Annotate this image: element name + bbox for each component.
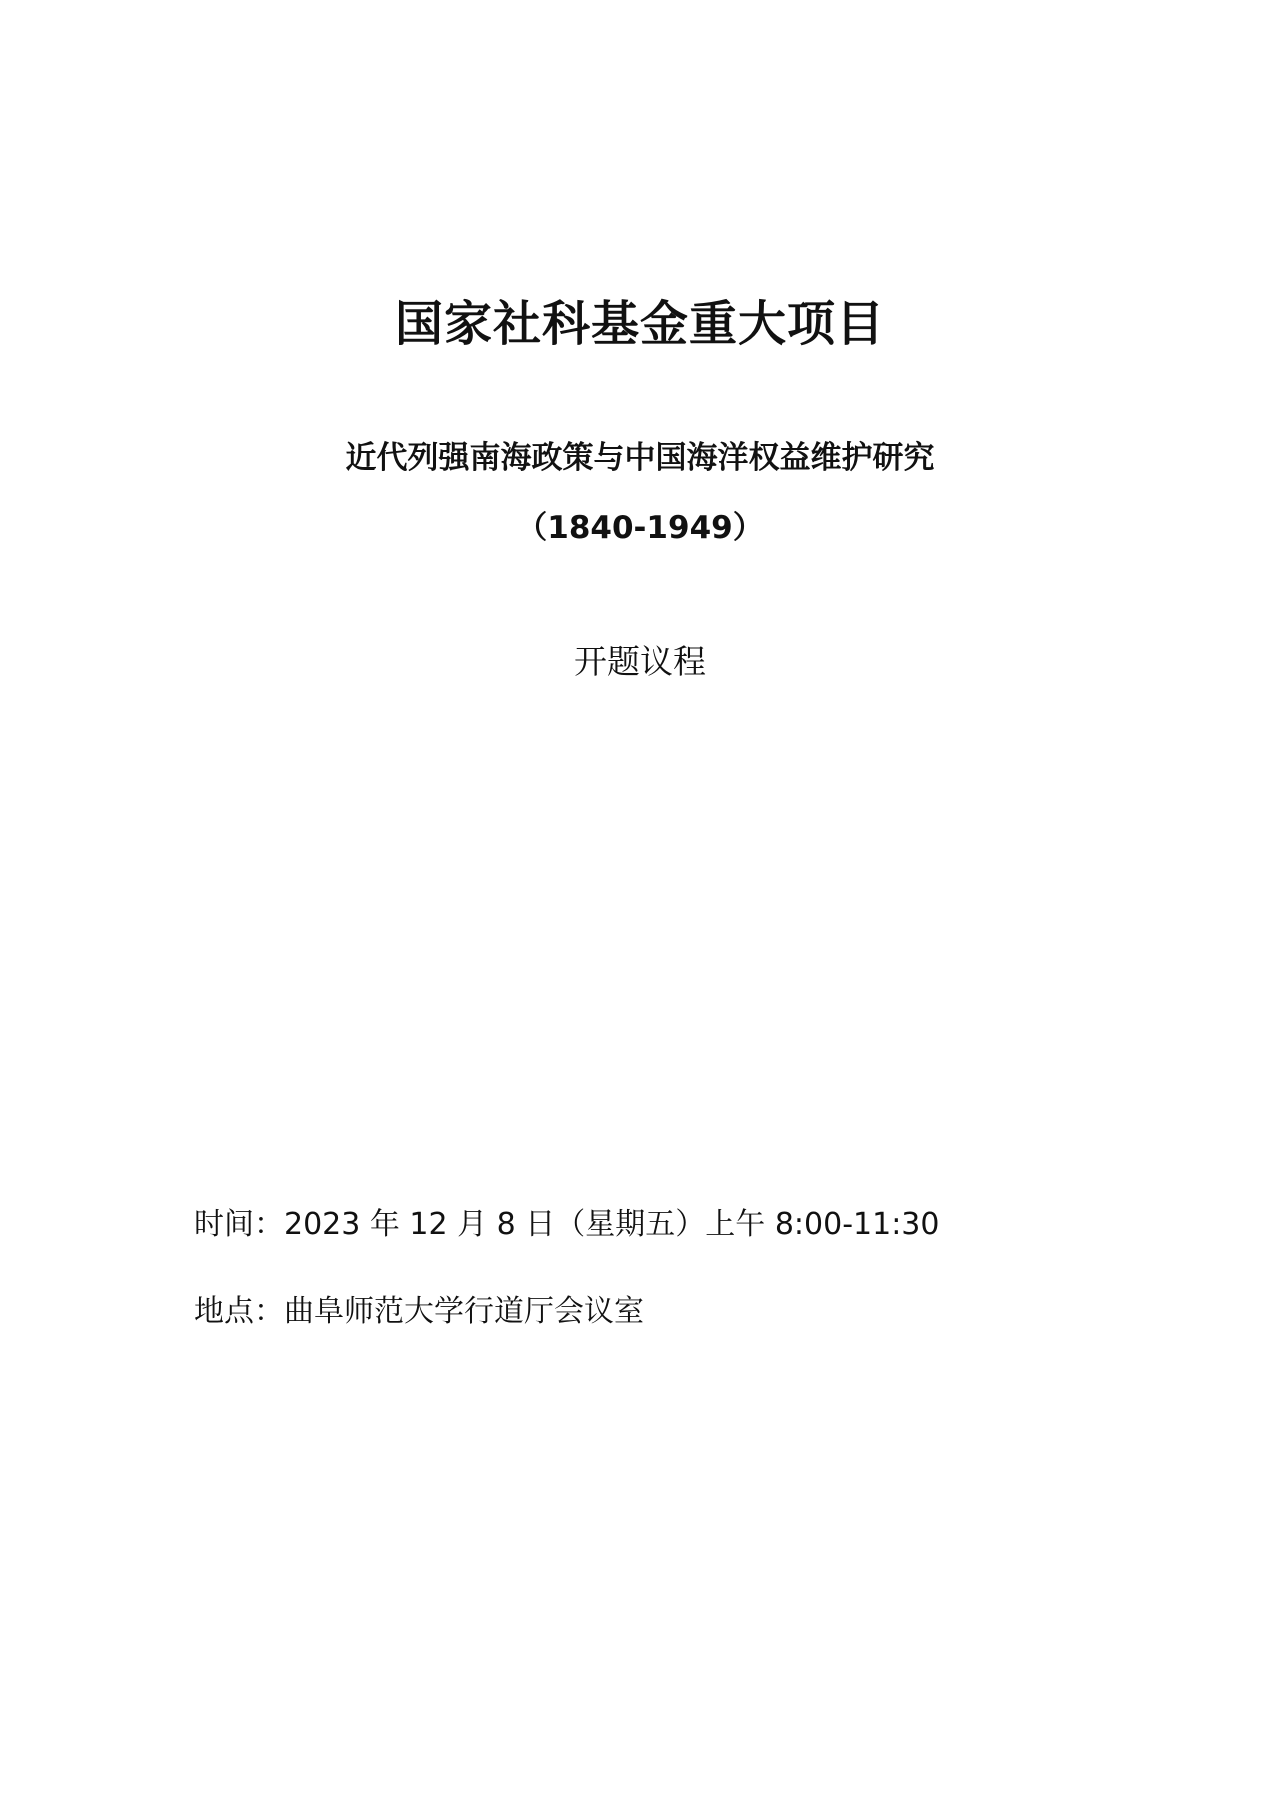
project-title: 近代列强南海政策与中国海洋权益维护研究: [345, 440, 935, 476]
project-years: （1840-1949）: [516, 510, 764, 546]
meeting-time-label: 时间：: [194, 1207, 284, 1242]
meeting-location-value: 曲阜师范大学行道厅会议室: [284, 1294, 644, 1329]
meeting-location: [194, 1292, 644, 1332]
meeting-time-value: 2023 年 12 月 8 日（星期五）上午 8:00-11:30: [284, 1207, 940, 1242]
meeting-location-label: 地点：: [194, 1294, 284, 1329]
agenda-label: 开题议程: [574, 642, 706, 681]
fund-heading: 国家社科基金重大项目: [394, 296, 885, 352]
meeting-time: [194, 1205, 939, 1245]
